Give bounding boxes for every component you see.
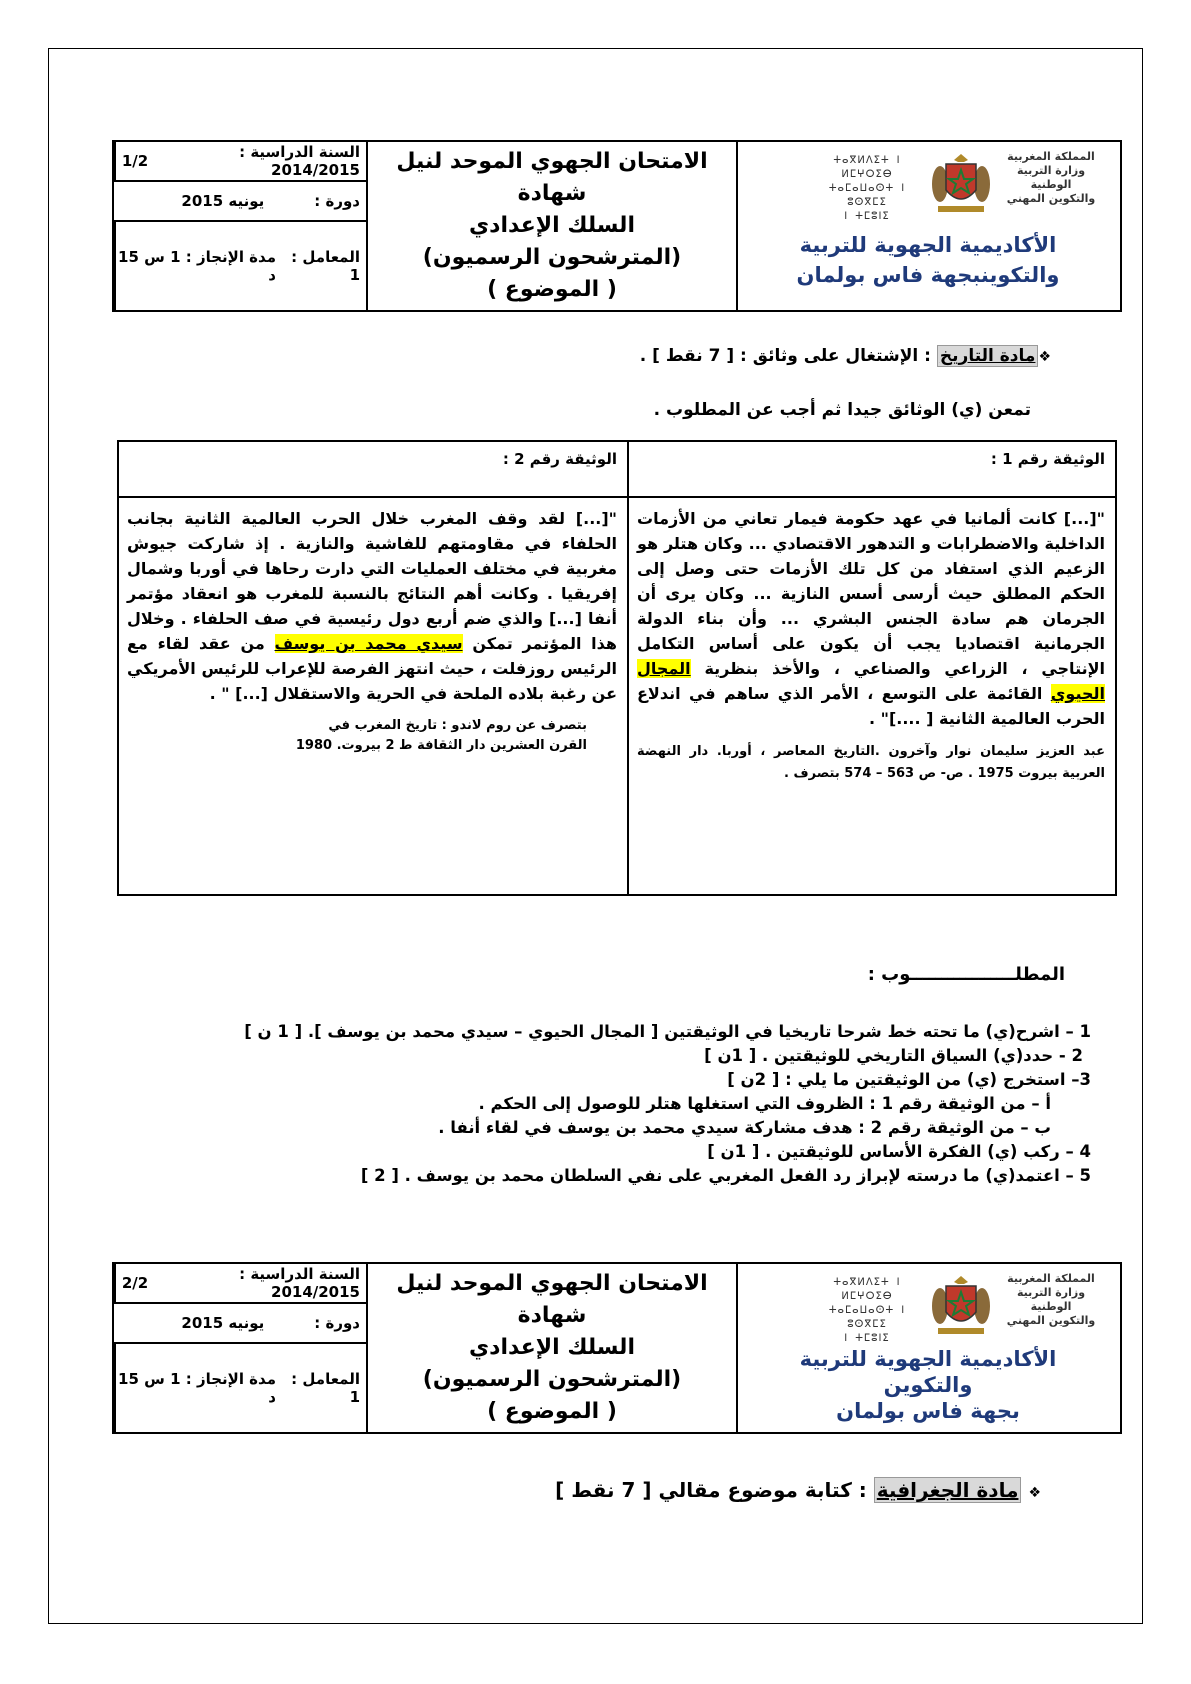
exam-title-line-1: الامتحان الجهوي الموحد لنيل شهادة [396,1271,708,1328]
academy-logo-cell [736,1264,1120,1432]
requirements-list [101,1020,1091,1188]
document-2 [119,442,627,894]
duration: مدة الإنجاز : 1 س 15 د [114,222,276,310]
documents-table [117,440,1117,896]
session-row [114,1304,366,1344]
coefficient: المعامل : 1 [291,248,360,284]
history-task-text: : الإشتغال على وثائق : [ 7 نقط ] . [639,346,931,366]
royal-crest-icon [930,1272,992,1338]
highlight-mohammed-ben-youssef: سيدي محمد بن يوسف [274,634,463,653]
exam-title-line-3: (المترشحون الرسميون) [422,245,682,270]
coef-duration-row [114,222,366,310]
document-1 [627,442,1115,894]
requirement-2: 2 - حدد(ي) السياق التاريخي للوثيقتين . [ 1ن ] [704,1046,1083,1065]
exam-title-line-1: الامتحان الجهوي الموحد لنيل شهادة [396,149,708,206]
duration: مدة الإنجاز : 1 س 15 د [114,1344,276,1432]
history-task [640,346,1051,366]
coef-duration-row [114,1344,366,1432]
requirement-4: 4 – ركب (ي) الفكرة الأساس للوثيقتين . [ 1ن ] [707,1142,1091,1161]
page-number: 2/2 [114,1264,154,1302]
diamond-bullet-icon: ❖ [1038,349,1051,365]
requirement-5: 5 – اعتمد(ي) ما درسته لإبراز رد الفعل المغربي على نفي السلطان محمد بن يوسف . [ 2 ] [360,1166,1091,1185]
requirement-3b: ب – من الوثيقة رقم 2 : هدف مشاركة سيدي محمد بن يوسف في لقاء أنفا . [438,1118,1051,1137]
exam-title-line-4: ( الموضوع ) [487,277,617,302]
document-1-source: عبد العزيز سليمان نوار وآخرون .التاريخ المعاصر ، أوربا. دار النهضة العربية بيروت 1975 . ص- ص 563 – 574 بتصرف . [637,744,1105,781]
document-1-heading: الوثيقة رقم 1 : [629,442,1115,498]
requirement-1: 1 – اشرح(ي) ما تحته خط شرحا تاريخيا في الوثيقتين [ المجال الحيوي – سيدي محمد بن يوسف ]. [ 1 ن ] [244,1022,1091,1041]
school-year: السنة الدراسية : 2014/2015 [239,1265,360,1301]
exam-title-cell [366,142,736,310]
session-value: يونيه 2015 [181,1314,265,1332]
exam-title-line-4: ( الموضوع ) [487,1399,617,1424]
geography-task-text: : كتابة موضوع مقالي [ 7 نقط ] [555,1478,867,1502]
exam-title-cell [366,1264,736,1432]
exam-title-line-3: (المترشحون الرسميون) [422,1367,682,1392]
history-subject: مادة التاريخ [937,345,1039,367]
coefficient: المعامل : 1 [291,1370,360,1406]
exam-info-cell [114,142,366,310]
geography-subject: مادة الجغرافية [874,1477,1022,1503]
school-year: السنة الدراسية : 2014/2015 [239,143,360,179]
exam-header-page-1 [112,140,1122,312]
session-value: يونيه 2015 [181,192,265,210]
exam-info-cell [114,1264,366,1432]
royal-crest-icon [930,150,992,216]
document-1-text: "[...] كانت ألمانيا في عهد حكومة فيمار تعاني من الأزمات الداخلية والاضطرابات و التدهور الاقتصادي ... وكان هتلر هو الزعيم الذي استفاد من كل تلك الأزمات حتى وصل إلى الحكم المطلق حيث أرسى أسس النازية ... وكان يرى أن الجرمان هم سادة الجنس البشري ... وأن بناء الدولة الجرمانية اقتصاديا يجب أن يكون على أساس التكامل الإنتاجي ، الزراعي والصناعي ، والأخذ بنظرية المجال الحيوي القائمة على التوسع ، الأمر الذي ساهم في اندلاع الحرب العالمية الثانية [ ....]" . عبد العزيز سليمان نوار وآخرون .التاريخ المعاصر ، أوربا. دار النهضة العربية بيروت 1975 . ص- ص 563 – 574 بتصرف . [637,506,1105,785]
academy-name: الأكاديمية الجهوية للتربية والتكوينبجهة فاس بولمان [796,233,1060,287]
ministry-name-tifinagh: ⵜⴰⴳⵍⴷⵉⵜ ⵏ ⵍⵎⵖⵔⵉⴱ ⵜⴰⵎⴰⵡⴰⵙⵜ ⵏ ⵓⵙⴳⵎⵉ ⵏ ⵜⵎⵓⵏⵉ [828,155,906,222]
exam-header-page-2 [112,1262,1122,1434]
requirement-3a: أ – من الوثيقة رقم 1 : الظروف التي استغلها هتلر للوصول إلى الحكم . [478,1094,1051,1113]
history-instruction: تمعن (ي) الوثائق جيدا ثم أجب عن المطلوب . [653,400,1031,420]
diamond-bullet-icon: ❖ [1028,1485,1041,1501]
ministry-name-arabic: المملكة المغربية وزارة التربية الوطنية والتكوين المهني [1006,1272,1096,1327]
document-2-text: "[...] لقد وقف المغرب خلال الحرب العالمية الثانية بجانب الحلفاء في مقاومتهم للفاشية والنازية . إذ شاركت جيوش مغربية في مختلف العمليات التي دارت رحاها في أوربا وشمال إفريقيا . وكانت أهم النتائج بالنسبة للمغرب هو انعقاد مؤتمر أنفا [...] والذي ضم أربع دول رئيسية في صف الحلفاء . وخلال هذا المؤتمر تمكن سيدي محمد بن يوسف من عقد لقاء مع الرئيس روزفلت ، حيث انتهز الفرصة للإعراب للرئيس الأمريكي عن رغبة بلاده الملحة في الحرية والاستقلال [...] " . بتصرف عن روم لاندو : تاريخ المغرب في القرن العشرين دار الثقافة ط 2 بيروت. 1980 [127,506,617,756]
highlight-vital-space: المجال الحيوي [637,659,1105,703]
session-row [114,182,366,222]
academy-logo-cell [736,142,1120,310]
requirements-heading: المطلـــــــــــــــــوب : [867,964,1065,985]
geography-task [555,1478,1041,1502]
academy-name: الأكاديمية الجهوية للتربية والتكوين بجهة فاس بولمان [799,1347,1057,1423]
year-row [114,1264,366,1304]
ministry-name-arabic: المملكة المغربية وزارة التربية الوطنية والتكوين المهني [1006,150,1096,205]
ministry-name-tifinagh: ⵜⴰⴳⵍⴷⵉⵜ ⵏ ⵍⵎⵖⵔⵉⴱ ⵜⴰⵎⴰⵡⴰⵙⵜ ⵏ ⵓⵙⴳⵎⵉ ⵏ ⵜⵎⵓⵏⵉ [828,1277,906,1344]
year-row [114,142,366,182]
document-2-source: بتصرف عن روم لاندو : تاريخ المغرب في القرن العشرين دار الثقافة ط 2 بيروت. 1980 [295,718,587,753]
requirement-3: 3– استخرج (ي) من الوثيقتين ما يلي : [ 2ن ] [727,1070,1091,1089]
page-number: 1/2 [114,142,154,180]
document-2-heading: الوثيقة رقم 2 : [119,442,627,498]
session-label: دورة : [314,1314,360,1332]
session-label: دورة : [314,192,360,210]
exam-title-line-2: السلك الإعدادي [469,1335,635,1360]
exam-title-line-2: السلك الإعدادي [469,213,635,238]
